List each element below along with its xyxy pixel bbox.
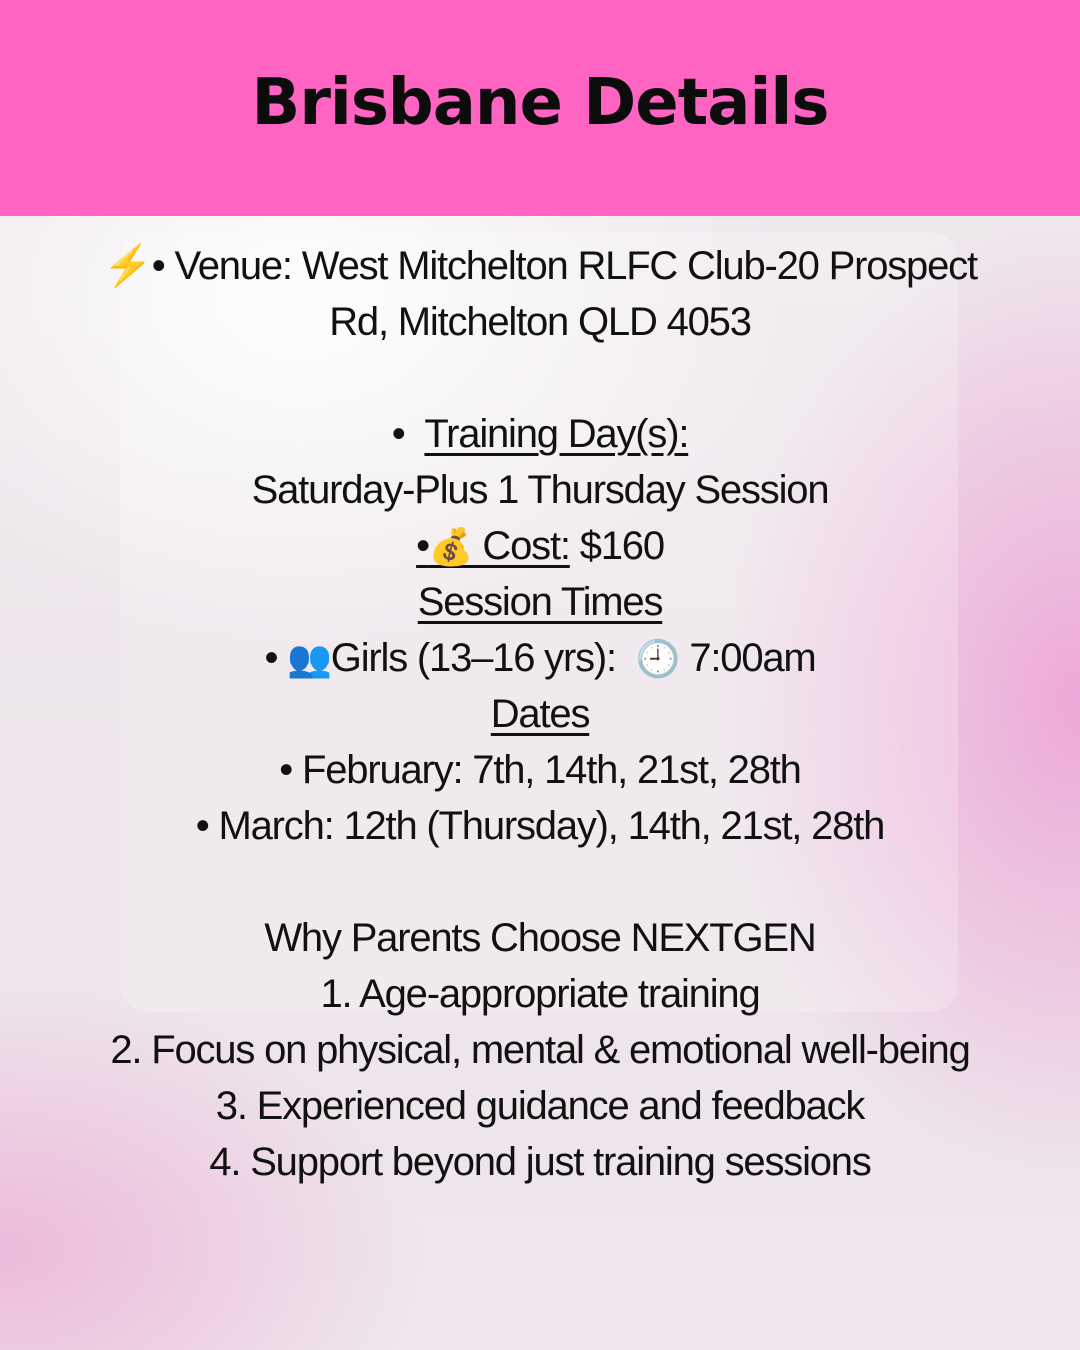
venue-text-1: • Venue: West Mitchelton RLFC Club-20 Prospect — [151, 244, 977, 288]
cost-line — [0, 518, 1080, 575]
why-item-4: 4. Support beyond just training sessions — [209, 1140, 871, 1184]
bullet: • — [391, 412, 405, 456]
clock-icon: 🕘 — [635, 638, 680, 679]
lightning-icon: ⚡ — [103, 244, 152, 288]
why-heading: Why Parents Choose NEXTGEN — [264, 916, 816, 960]
dates-heading-text: Dates — [490, 692, 590, 736]
why-item-3: 3. Experienced guidance and feedback — [215, 1084, 865, 1128]
dates-heading — [0, 686, 1080, 742]
people-icon: 👥 — [287, 638, 331, 679]
training-days-label-line — [0, 406, 1080, 462]
money-bag-icon: 💰 — [428, 526, 473, 567]
session-times-heading-text: Session Times — [417, 580, 663, 624]
venue-line-2: Rd, Mitchelton QLD 4053 — [329, 300, 751, 344]
training-days-label: Training Day(s): — [424, 412, 689, 456]
girls-label: Girls (13–16 yrs): — [330, 636, 616, 680]
session-times-heading — [0, 574, 1080, 630]
why-item-1: 1. Age-appropriate training — [320, 972, 760, 1016]
girls-session-line: • 👥Girls (13–16 yrs): 🕘 7:00am — [264, 636, 816, 680]
dates-march: • March: 12th (Thursday), 14th, 21st, 28th — [195, 804, 885, 848]
page-title: Brisbane Details — [251, 66, 829, 140]
girls-time: 7:00am — [689, 636, 816, 680]
why-item-2: 2. Focus on physical, mental & emotional well-being — [110, 1028, 970, 1072]
dates-february: • February: 7th, 14th, 21st, 28th — [279, 748, 801, 792]
cost-value: $160 — [569, 524, 664, 568]
cost-label-group: •💰 Cost: — [416, 524, 570, 568]
training-days-value: Saturday-Plus 1 Thursday Session — [251, 468, 829, 512]
cost-label: Cost: — [472, 524, 570, 568]
venue-line-1 — [0, 238, 1080, 294]
